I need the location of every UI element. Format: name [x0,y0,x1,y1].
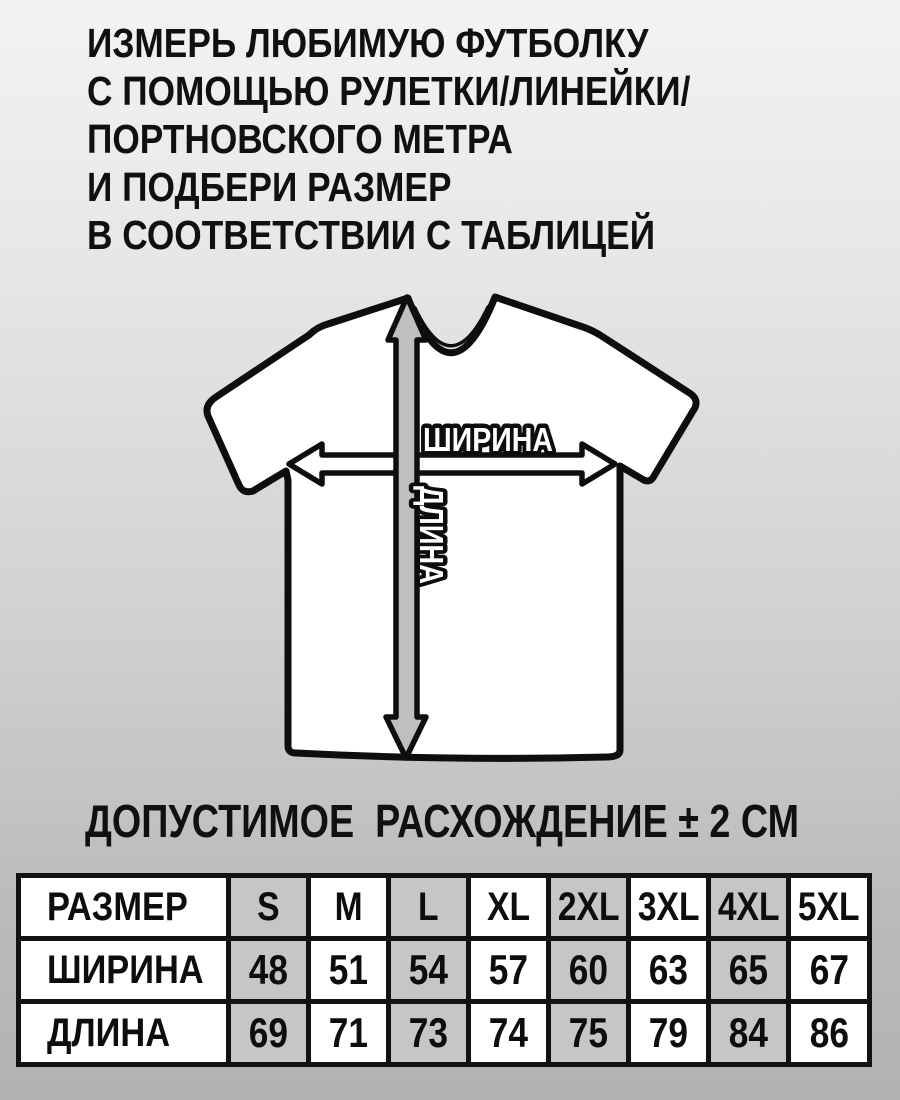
intro-text [87,19,789,259]
width-value: 57 [469,939,549,1002]
header-size-xl: XL [469,876,549,939]
header-size-3xl: 3XL [629,876,709,939]
tshirt-measurement-diagram [180,280,720,780]
width-value: 54 [389,939,469,1002]
table-header-row [19,876,870,939]
width-label: ШИРИНА [423,421,553,458]
header-size-5xl: 5XL [789,876,870,939]
header-size-4xl: 4XL [709,876,789,939]
width-value: 51 [309,939,389,1002]
length-value: 74 [469,1002,549,1065]
header-size-m: M [309,876,389,939]
length-value: 75 [549,1002,629,1065]
header-size-2xl: 2XL [549,876,629,939]
length-value: 69 [229,1002,309,1065]
width-row [19,939,870,1002]
width-value: 60 [549,939,629,1002]
length-value: 71 [309,1002,389,1065]
intro-line: ПОРТНОВСКОГО МЕТРА [87,116,513,162]
length-value: 73 [389,1002,469,1065]
width-value: 48 [229,939,309,1002]
width-value: 63 [629,939,709,1002]
intro-line: С ПОМОЩЬЮ РУЛЕТКИ/ЛИНЕЙКИ/ [87,68,691,114]
length-row [19,1002,870,1065]
intro-line: И ПОДБЕРИ РАЗМЕР [87,164,452,210]
length-value: 79 [629,1002,709,1065]
intro-line: В СООТВЕТСТВИИ С ТАБЛИЦЕЙ [87,212,656,258]
width-value: 65 [709,939,789,1002]
header-size-label: РАЗМЕР [19,876,229,939]
tolerance-note: ДОПУСТИМОЕ РАСХОЖДЕНИЕ ± 2 СМ [85,795,800,847]
intro-line: ИЗМЕРЬ ЛЮБИМУЮ ФУТБОЛКУ [87,20,649,66]
length-value: 86 [789,1002,870,1065]
header-size-s: S [229,876,309,939]
length-row-label: ДЛИНА [19,1002,229,1065]
width-row-label: ШИРИНА [19,939,229,1002]
size-table [16,873,872,1067]
header-size-l: L [389,876,469,939]
length-label: ДЛИНА [413,486,450,605]
tshirt-outline [207,297,696,758]
length-value: 84 [709,1002,789,1065]
width-value: 67 [789,939,870,1002]
